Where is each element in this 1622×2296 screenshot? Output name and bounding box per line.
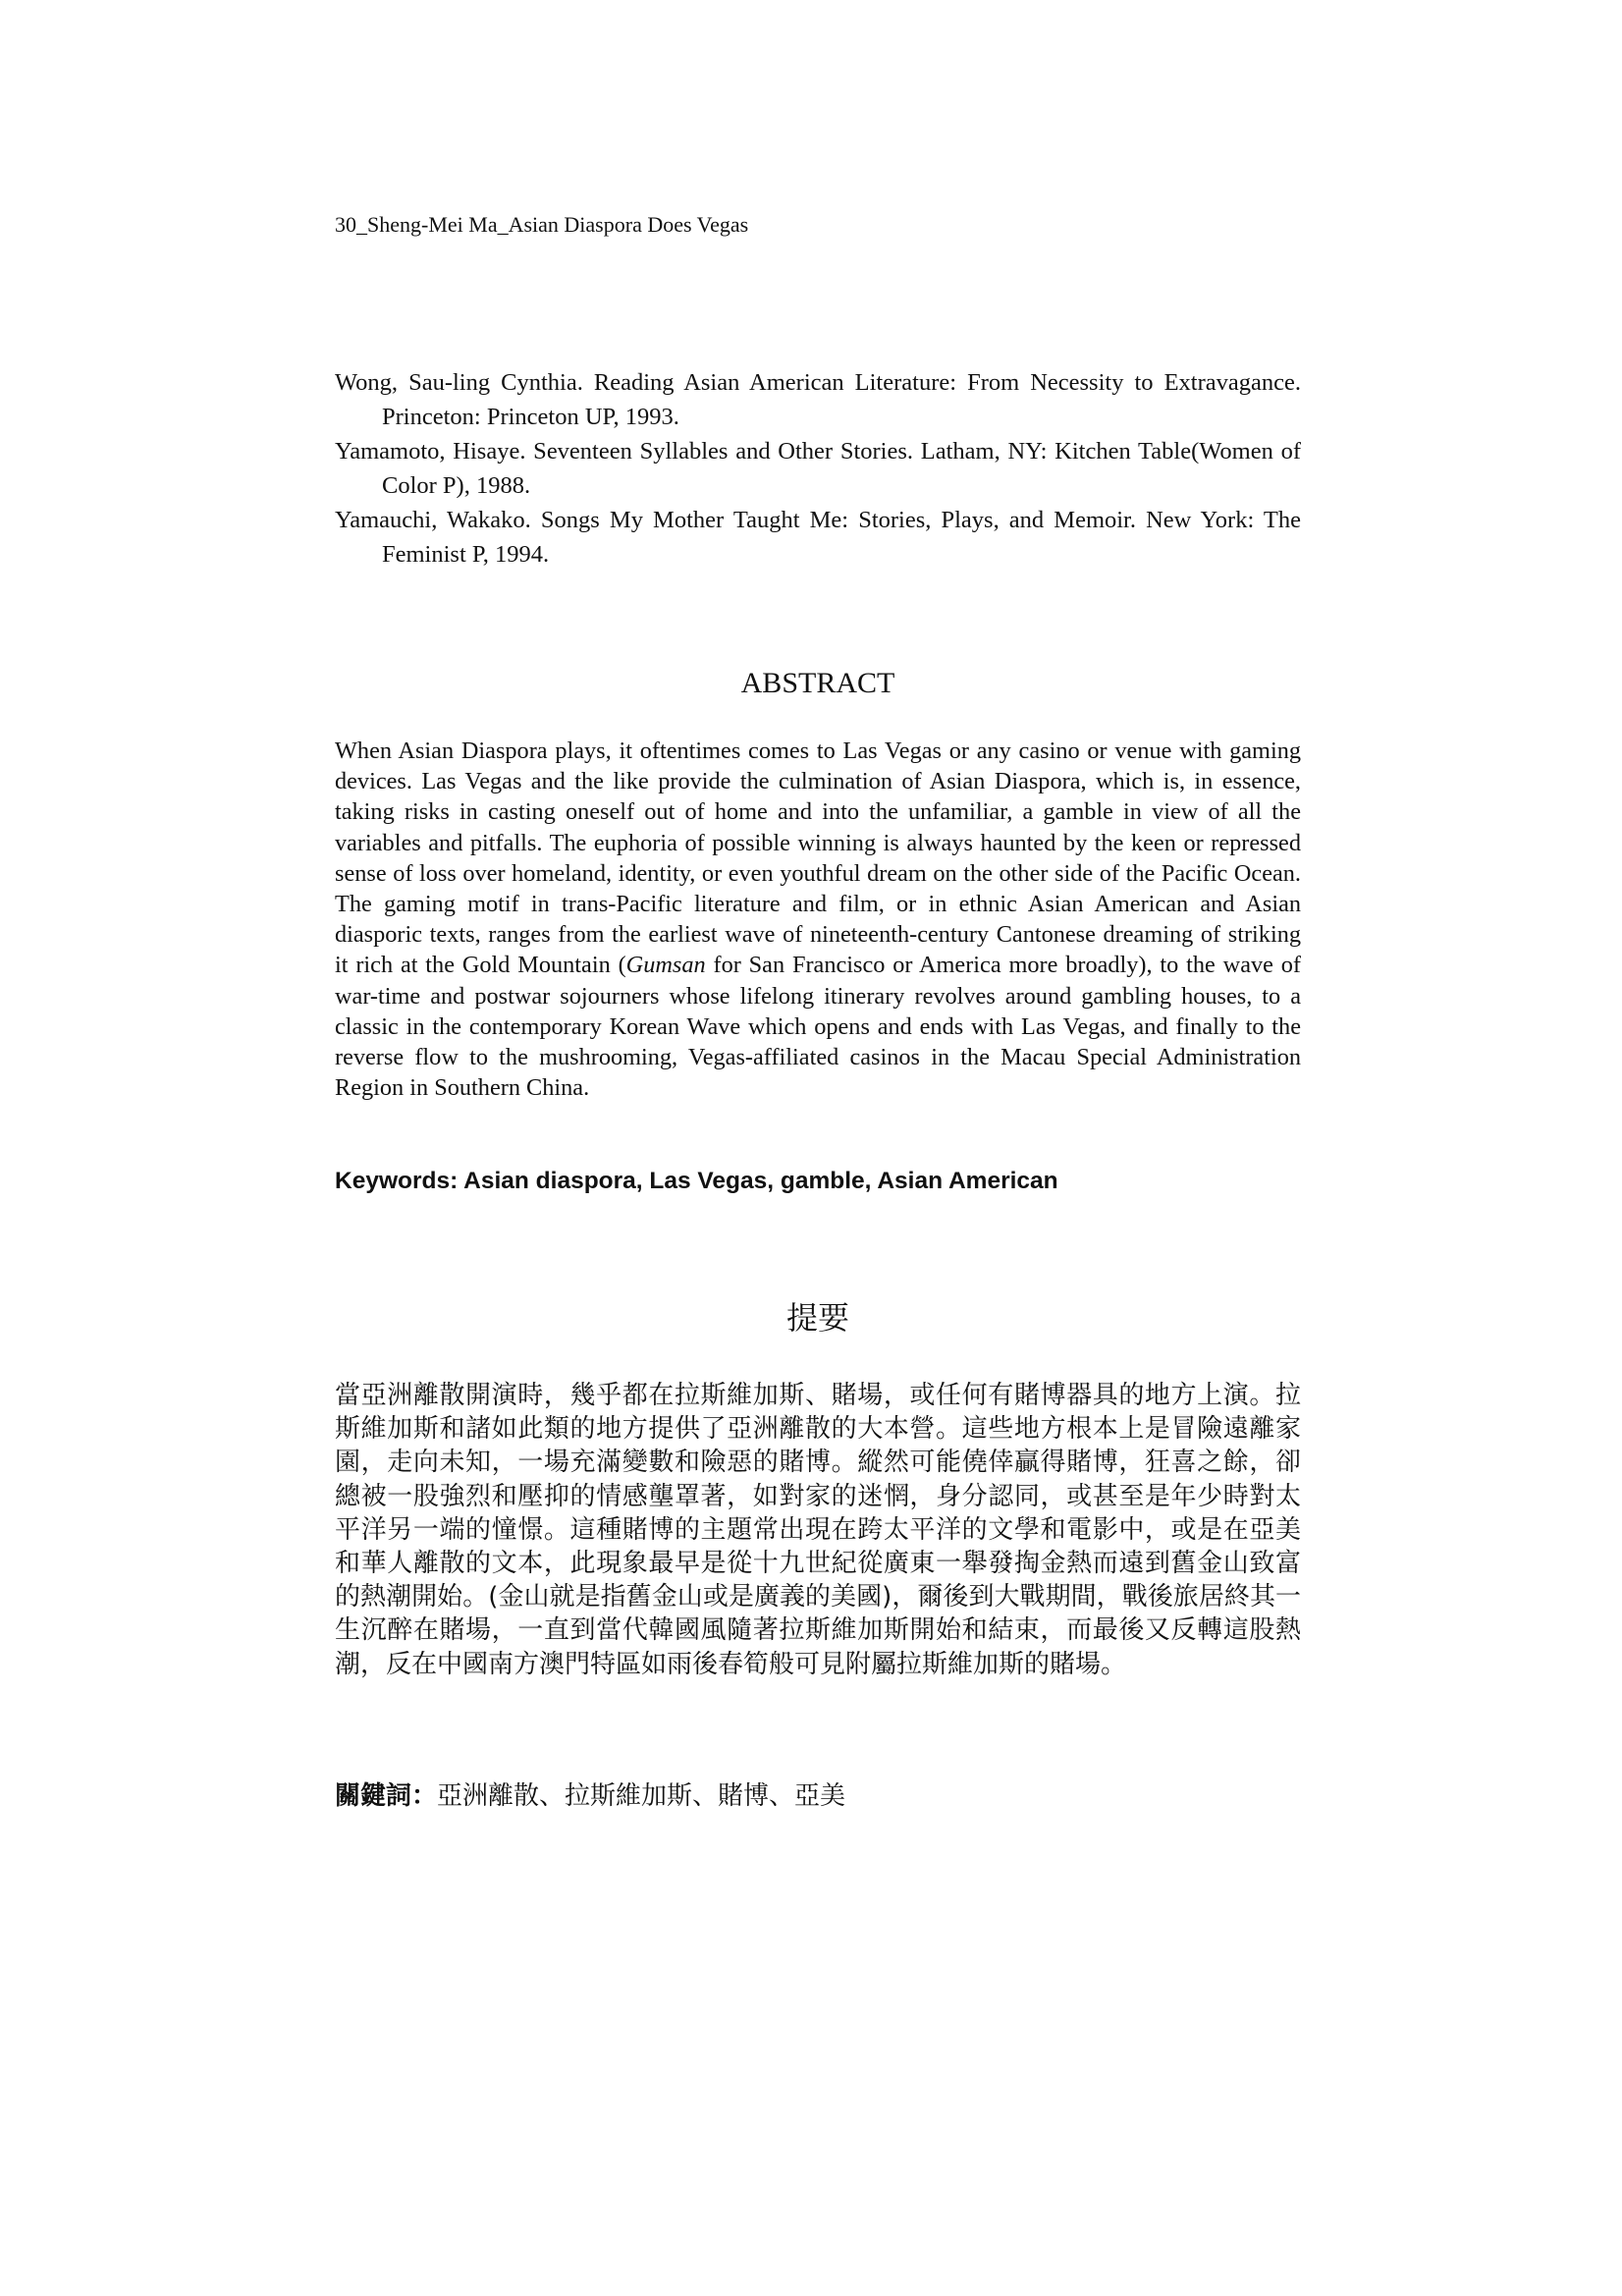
reference-entry: Yamauchi, Wakako. Songs My Mother Taught Me: Stories, Plays, and Memoir. New York: The Feminist P, 1994. [335, 507, 1301, 568]
reference-entry: Yamamoto, Hisaye. Seventeen Syllables and Other Stories. Latham, NY: Kitchen Table(Women of Color P), 1988. [335, 438, 1301, 499]
abstract-keywords: Keywords: Asian diaspora, Las Vegas, gamble, Asian American [335, 1168, 1058, 1194]
chinese-abstract-heading: 提要 [785, 1299, 849, 1337]
chinese-keywords-label: 關鍵詞： [335, 1781, 438, 1811]
abstract-heading: ABSTRACT [740, 667, 895, 699]
reference-entry: Wong, Sau-ling Cynthia. Reading Asian American Literature: From Necessity to Extravagance. Princeton: Princeton UP, 1993. [335, 369, 1301, 430]
chinese-keywords [335, 1776, 845, 1812]
abstract-body [335, 736, 1301, 1103]
abstract-body-text: When Asian Diaspora plays, it oftentimes comes to Las Vegas or any casino or venue with gaming devices. Las Vegas and the like provide the culmination of Asian Diaspora, which is, in essence, taking risks in casting oneself out of home and into the unfamiliar, a gamble in view of all the variables and pitfalls. The euphoria of possible winning is always haunted by the keen or repressed sense of loss over homeland, identity, or even youthful dream on the other side of the Pacific Ocean. The gaming motif in trans-Pacific literature and film, or in ethnic Asian American and Asian diasporic texts, ranges from the earliest wave of nineteenth-century Cantonese dreaming of striking it rich at the Gold Mountain ( [335, 738, 1301, 979]
references-list [335, 365, 1301, 572]
chinese-abstract-body: 當亞洲離散開演時，幾乎都在拉斯維加斯、賭場，或任何有賭博器具的地方上演。拉斯維加斯和諸如此類的地方提供了亞洲離散的大本營。這些地方根本上是冒險遠離家園，走向未知，一場充滿變數和險惡的賭博。縱然可能僥倖贏得賭博，狂喜之餘，卻總被一股強烈和壓抑的情感壟罩著，如對家的迷惘，身分認同，或甚至是年少時對太平洋另一端的憧憬。這種賭博的主題常出現在跨太平洋的文學和電影中，或是在亞美和華人離散的文本，此現象最早是從十九世紀從廣東一舉發掏金熱而遠到舊金山致富的熱潮開始。(金山就是指舊金山或是廣義的美國)，爾後到大戰期間，戰後旅居終其一生沉醉在賭場，一直到當代韓國風隨著拉斯維加斯開始和結束，而最後又反轉這股熱潮，反在中國南方澳門特區如雨後春筍般可見附屬拉斯維加斯的賭場。 [335, 1381, 1301, 1679]
abstract-body-italic: Gumsan [625, 952, 706, 979]
chinese-keywords-text: 亞洲離散、拉斯維加斯、賭博、亞美 [437, 1781, 846, 1811]
running-header: 30_Sheng-Mei Ma_Asian Diaspora Does Vegas [335, 212, 749, 237]
abstract-body-text: for San Francisco or America more broadly), to the wave of war-time and postwar sojourners whose lifelong itinerary revolves around gambling houses, to a classic in the contemporary Korean Wave which opens and ends with Las Vegas, and finally to the reverse flow to the mushrooming, Vegas-affiliated casinos in the Macau Special Administration Region in Southern China. [335, 952, 1302, 1102]
